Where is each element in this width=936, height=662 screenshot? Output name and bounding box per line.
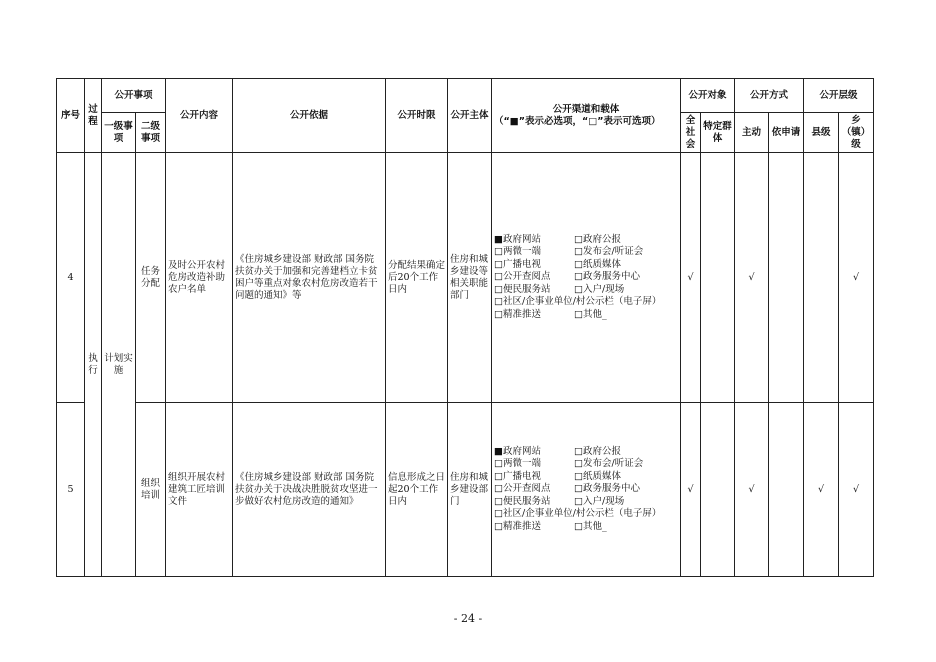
- row-channels: [492, 403, 681, 577]
- channel-option: □政府公报: [574, 233, 621, 245]
- row-subject: 住房和城乡建设等相关职能部门: [448, 153, 492, 403]
- channel-option: □公开查阅点: [494, 271, 551, 283]
- header-channel: [492, 79, 681, 153]
- header-channel-legend: （“■”表示必选项，“□”表示可选项）: [494, 115, 661, 127]
- item-l1-cell: 计划实施: [102, 153, 136, 577]
- row-method-request: [769, 403, 804, 577]
- channel-option: □公开查阅点: [494, 483, 551, 495]
- header-method-request: 依申请: [769, 113, 804, 153]
- channel-option: □纸质媒体: [574, 258, 621, 270]
- row-item-l2: 任务分配: [136, 153, 166, 403]
- channel-option: □政府公报: [574, 445, 621, 457]
- row-content: 及时公开农村危房改造补助农户名单: [166, 153, 233, 403]
- header-basis: 公开依据: [233, 79, 386, 153]
- header-time: 公开时限: [386, 79, 448, 153]
- row-level-town: √: [839, 153, 874, 403]
- channel-option: □政务服务中心: [574, 271, 640, 283]
- row-channels: [492, 153, 681, 403]
- table-row: [57, 153, 874, 403]
- row-method-active: √: [735, 403, 769, 577]
- channel-option: □两微一端: [494, 458, 541, 470]
- channel-option: □精准推送: [494, 520, 541, 532]
- channel-option: □其他_: [574, 308, 607, 320]
- channel-option: □便民服务站: [494, 495, 551, 507]
- row-target-specific: [701, 403, 735, 577]
- header-item: 公开事项: [102, 79, 166, 113]
- row-target-all: √: [681, 403, 701, 577]
- row-level-town: √: [839, 403, 874, 577]
- header-subject: 公开主体: [448, 79, 492, 153]
- channel-option: □政务服务中心: [574, 483, 640, 495]
- channel-option: □社区/企事业单位/村公示栏（电子屏）: [494, 508, 662, 520]
- row-target-specific: [701, 153, 735, 403]
- channel-option: □入户/现场: [574, 495, 625, 507]
- header-process: 过程: [85, 79, 102, 153]
- header-method: 公开方式: [735, 79, 804, 113]
- channel-option: ■政府网站: [494, 233, 541, 245]
- channel-option: □其他_: [574, 520, 607, 532]
- header-channel-title: 公开渠道和载体: [552, 103, 620, 115]
- channel-option: □便民服务站: [494, 283, 551, 295]
- header-seq: 序号: [57, 79, 85, 153]
- channel-option: □广播电视: [494, 258, 541, 270]
- row-target-all: √: [681, 153, 701, 403]
- channel-option: ■政府网站: [494, 445, 541, 457]
- row-time: 信息形成之日起20个工作日内: [386, 403, 448, 577]
- channel-option: □精准推送: [494, 308, 541, 320]
- header-item-l2: 二级事项: [136, 113, 166, 153]
- row-item-l2: 组织培训: [136, 403, 166, 577]
- channel-option: □发布会/听证会: [574, 458, 644, 470]
- channel-option: □社区/企事业单位/村公示栏（电子屏）: [494, 296, 662, 308]
- row-basis: 《住房城乡建设部 财政部 国务院扶贫办关于决战决胜脱贫攻坚进一步做好农村危房改造的通知》: [233, 403, 386, 577]
- row-method-active: √: [735, 153, 769, 403]
- header-level-county: 县级: [804, 113, 839, 153]
- row-time: 分配结果确定后20个工作日内: [386, 153, 448, 403]
- header-target-specific: 特定群体: [701, 113, 735, 153]
- row-seq: 5: [57, 403, 85, 577]
- channel-option: □广播电视: [494, 470, 541, 482]
- process-cell: 执行: [85, 153, 102, 577]
- header-target-all: 全社会: [681, 113, 701, 153]
- page-number: - 24 -: [453, 612, 483, 625]
- header-target: 公开对象: [681, 79, 735, 113]
- header-level-town: 乡（镇）级: [839, 113, 874, 153]
- disclosure-table: [56, 78, 874, 577]
- row-seq: 4: [57, 153, 85, 403]
- row-level-county: [804, 153, 839, 403]
- table-row: [57, 403, 874, 577]
- header-item-l1: 一级事项: [102, 113, 136, 153]
- row-method-request: [769, 153, 804, 403]
- row-subject: 住房和城乡建设部门: [448, 403, 492, 577]
- channel-option: □发布会/听证会: [574, 246, 644, 258]
- row-basis: 《住房城乡建设部 财政部 国务院扶贫办关于加强和完善建档立卡贫困户等重点对象农村危房改造若干问题的通知》等: [233, 153, 386, 403]
- row-level-county: √: [804, 403, 839, 577]
- channel-option: □两微一端: [494, 246, 541, 258]
- header-method-active: 主动: [735, 113, 769, 153]
- channel-option: □纸质媒体: [574, 470, 621, 482]
- header-content: 公开内容: [166, 79, 233, 153]
- channel-option: □入户/现场: [574, 283, 625, 295]
- header-level: 公开层级: [804, 79, 874, 113]
- row-content: 组织开展农村建筑工匠培训文件: [166, 403, 233, 577]
